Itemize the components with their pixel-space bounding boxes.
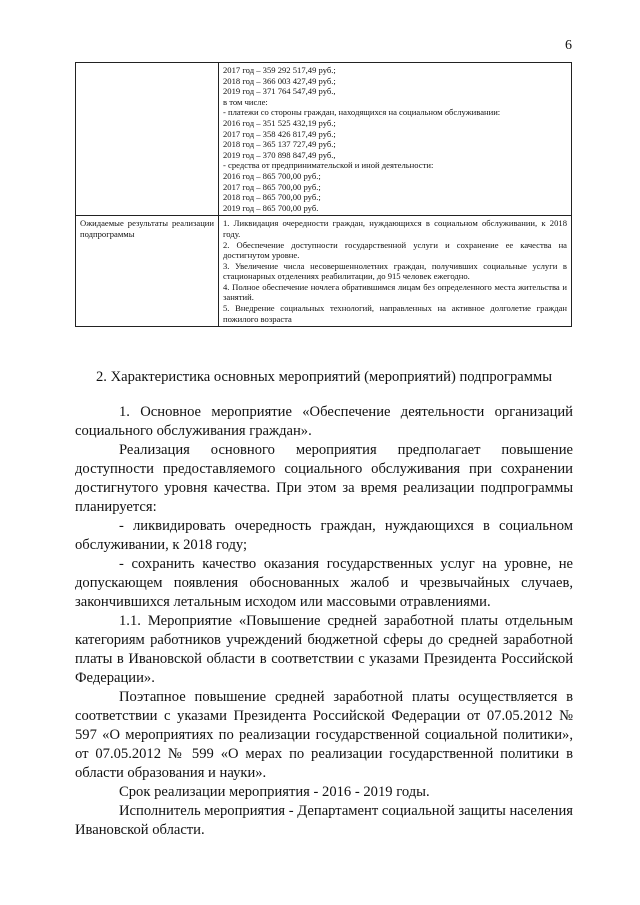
paragraph: Реализация основного мероприятия предполагает повышение доступности предоставляемого социального обслуживания при сохранении достигнутого уровня качества. При этом за время реализации подпрограммы планируется:	[75, 442, 573, 515]
paragraph: - ликвидировать очередность граждан, нуждающихся в социальном обслуживании, к 2018 году;	[75, 518, 573, 553]
table-cell-results	[219, 216, 572, 327]
paragraph: 1.1. Мероприятие «Повышение средней заработной платы отдельным категориям работников учреждений бюджетной сферы до средней заработной платы в Ивановской области в соответствии с указами Президента Российской Федерации».	[75, 613, 573, 686]
financing-line: 2017 год – 359 292 517,49 руб.;	[223, 65, 336, 75]
table-cell-financing	[219, 63, 572, 216]
financing-line: 2018 год – 865 700,00 руб.;	[223, 192, 321, 203]
page-number: 6	[565, 38, 572, 53]
financing-line: 2016 год – 865 700,00 руб.;	[223, 170, 321, 181]
section-heading: 2. Характеристика основных мероприятий (мероприятий) подпрограммы	[95, 369, 553, 385]
financing-line: 2016 год – 351 525 432,19 руб.;	[223, 117, 336, 128]
result-item: 5. Внедрение социальных технологий, направленных на активное долголетие граждан пожилого возраста	[223, 303, 567, 324]
result-item: 2. Обеспечение доступности государственной услуги и сохранение ее качества на достигнутом уровне.	[223, 239, 567, 261]
result-item: 4. Полное обеспечение ночлега обратившимся лицам без определенного места жительства и занятий.	[223, 281, 567, 303]
expected-results-label: Ожидаемые результаты реализации подпрограммы	[80, 218, 214, 239]
result-item: 3. Увеличение числа несовершеннолетних граждан, получивших социальные услуги в стационарных отделениях реабилитации, до 915 человек ежегодно.	[223, 260, 567, 282]
document-body	[75, 368, 573, 840]
paragraph: Исполнитель мероприятия - Департамент социальной защиты населения Ивановской области.	[75, 803, 573, 838]
result-item: 1. Ликвидация очередности граждан, нуждающихся в социальном обслуживании, к 2018 году.	[223, 218, 567, 239]
paragraph: Поэтапное повышение средней заработной платы осуществляется в соответствии с указами Президента Российской Федерации от 07.05.2012 № 597 «О мероприятиях по реализации государственной социальной политики», от 07.05.2012 № 599 «О мерах по реализации государственной политики в области образования и науки».	[75, 689, 573, 781]
table-cell-label	[76, 216, 219, 327]
financing-line: 2017 год – 358 426 817,49 руб.;	[223, 128, 336, 139]
financing-line: 2019 год – 371 764 547,49 руб.,	[223, 86, 336, 97]
financing-line: 2018 год – 366 003 427,49 руб.;	[223, 75, 336, 86]
financing-line: 2019 год – 370 898 847,49 руб.,	[223, 149, 336, 160]
financing-line: 2017 год – 865 700,00 руб.;	[223, 181, 321, 192]
paragraph: - сохранить качество оказания государственных услуг на уровне, не допускающем появления обоснованных жалоб и чрезвычайных случаев, закончившихся летальным исходом или массовыми отравлениями.	[75, 556, 573, 610]
financing-line: 2018 год – 365 137 727,49 руб.;	[223, 139, 336, 150]
financing-line: - средства от предпринимательской и иной деятельности:	[223, 160, 434, 171]
subprogram-passport-table	[75, 62, 572, 327]
table-cell-empty	[76, 63, 219, 216]
financing-line: 2019 год – 865 700,00 руб.	[223, 202, 319, 213]
table-row-expected-results	[76, 216, 572, 327]
financing-line: в том числе:	[223, 96, 268, 107]
paragraph: Срок реализации мероприятия - 2016 - 2019 годы.	[119, 784, 430, 800]
financing-line: - платежи со стороны граждан, находящихся на социальном обслуживании:	[223, 107, 501, 118]
table-row-financing	[76, 63, 572, 216]
paragraph: 1. Основное мероприятие «Обеспечение деятельности организаций социального обслуживания граждан».	[75, 404, 573, 439]
